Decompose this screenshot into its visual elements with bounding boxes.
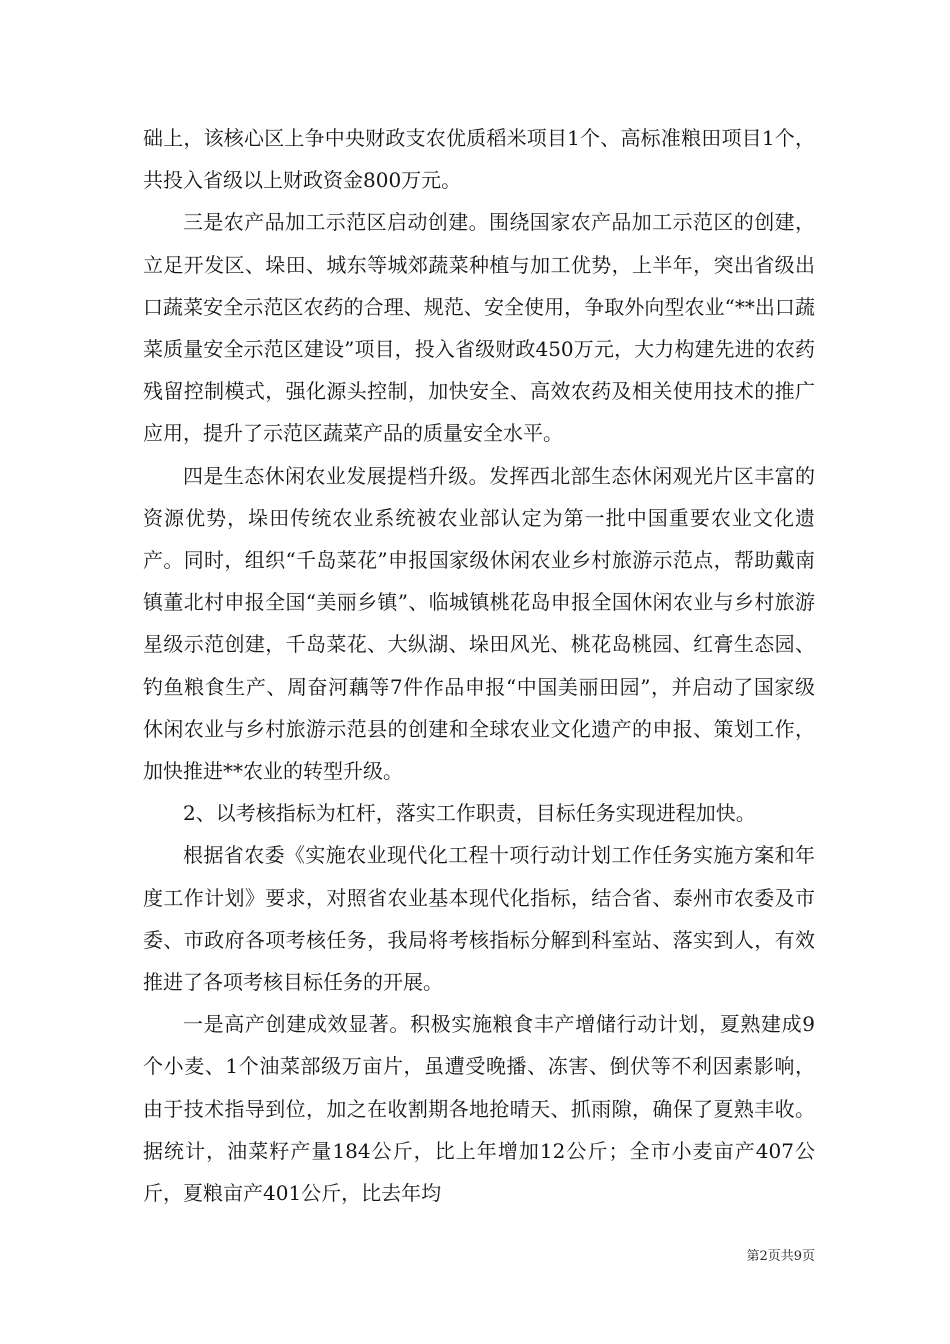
paragraph-eco-leisure: 四是生态休闲农业发展提档升级。发挥西北部生态休闲观光片区丰富的资源优势，垛田传统农业系统被农业部认定为第一批中国重要农业文化遗产。同时，组织“千岛菜花”申报国家级休闲农业乡村旅游示范点，帮助戴南镇董北村申报全国“美丽乡镇”、临城镇桃花岛申报全国休闲农业与乡村旅游星级示范创建，千岛菜花、大纵湖、垛田风光、桃花岛桃园、红膏生态园、钓鱼粮食生产、周奋河藕等7件作品申报“中国美丽田园”，并启动了国家级休闲农业与乡村旅游示范县的创建和全球农业文化遗产的申报、策划工作，加快推进**农业的转型升级。 <box>143 463 815 784</box>
paragraph-section-heading: 2、以考核指标为杠杆，落实工作职责，目标任务实现进程加快。 <box>183 801 756 826</box>
paragraph-high-yield: 一是高产创建成效显著。积极实施粮食丰产增储行动计划，夏熟建成9个小麦、1个油菜部级万亩片，虽遭受晚播、冻害、倒伏等不利因素影响，由于技术指导到位，加之在收割期各地抢晴天、抓雨隙，确保了夏熟丰收。据统计，油菜籽产量184公斤，比上年增加12公斤；全市小麦亩产407公斤，夏粮亩产401公斤，比去年均 <box>143 1012 815 1206</box>
paragraph-continuation: 础上，该核心区上争中央财政支农优质稻米项目1个、高标准粮田项目1个，共投入省级以上财政资金800万元。 <box>143 126 815 193</box>
page-number-footer: 第2页共9页 <box>746 1249 815 1264</box>
paragraph-assessment: 根据省农委《实施农业现代化工程十项行动计划工作任务实施方案和年度工作计划》要求，对照省农业基本现代化指标，结合省、泰州市农委及市委、市政府各项考核任务，我局将考核指标分解到科室站、落实到人，有效推进了各项考核目标任务的开展。 <box>143 843 815 995</box>
paragraph-processing-zone: 三是农产品加工示范区启动创建。围绕国家农产品加工示范区的创建，立足开发区、垛田、城东等城郊蔬菜种植与加工优势，上半年，突出省级出口蔬菜安全示范区农药的合理、规范、安全使用，争取外向型农业“**出口蔬菜质量安全示范区建设”项目，投入省级财政450万元，大力构建先进的农药残留控制模式，强化源头控制，加快安全、高效农药及相关使用技术的推广应用，提升了示范区蔬菜产品的质量安全水平。 <box>143 210 815 446</box>
document-body <box>143 117 815 1214</box>
